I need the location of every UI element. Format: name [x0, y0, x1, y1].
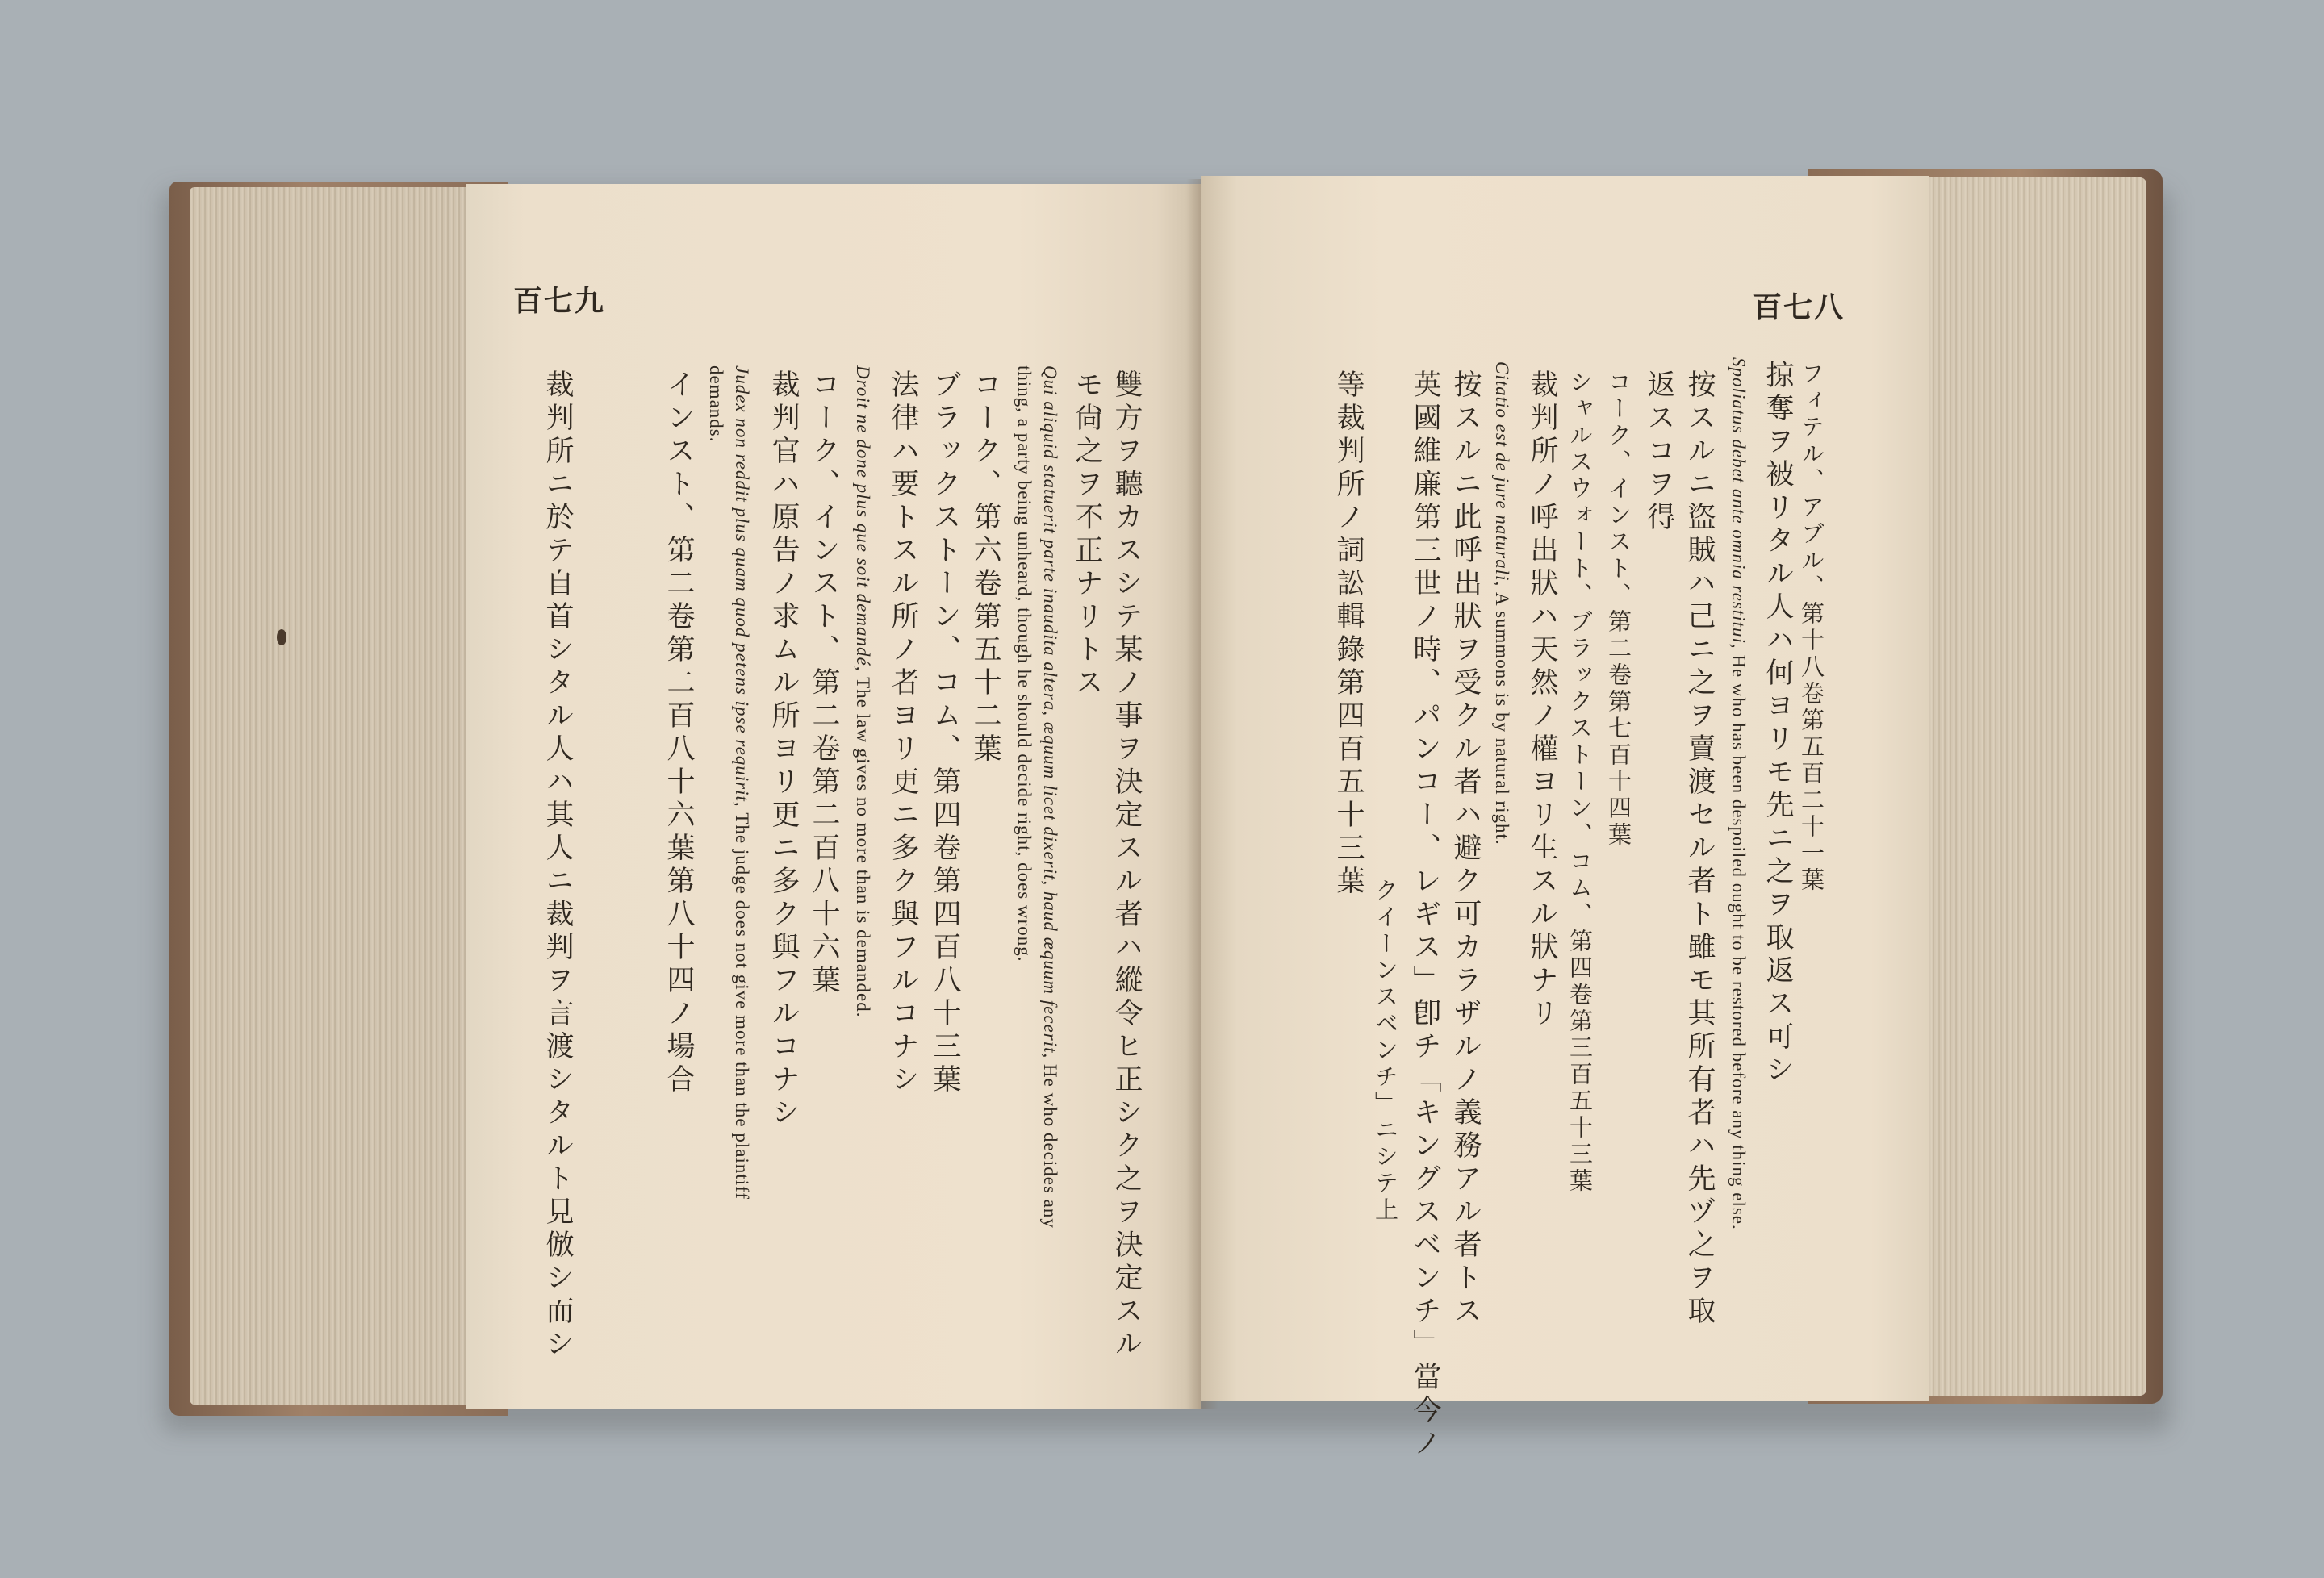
left-line-3	[1041, 365, 1060, 1229]
left-line-3-english: He who decides any	[1040, 1064, 1060, 1229]
right-line-12: クイーンスベンチ」ニシテ上	[1372, 878, 1399, 1224]
right-line-1: フィテル、アブル、第十八卷第五百二十一葉	[1798, 361, 1825, 894]
page-edges-right	[1912, 177, 2146, 1396]
left-line-1: 雙方ヲ聽カスシテ某ノ事ヲ決定スル者ハ縱令ヒ正シク之ヲ決定スル	[1110, 369, 1143, 1362]
right-line-3	[1729, 357, 1748, 1230]
right-line-8: 裁判所ノ呼出狀ハ天然ノ權ヨリ生スル狀ナリ	[1526, 369, 1558, 1031]
right-line-3-english: He who has been despoiled ought to be restored before any thing else.	[1728, 654, 1749, 1230]
right-line-9-latin: Citatio est de jure naturali,	[1492, 361, 1512, 587]
left-line-12: demands.	[706, 365, 726, 443]
left-line-3-latin: Qui aliquid statuerit parte inaudita altera, æquum licet dixerit, haud æquum fecerit,	[1040, 365, 1060, 1059]
left-page	[466, 184, 1201, 1409]
right-line-7: シャルスウォート、ブラックストーン、コム、第四卷第三百五十三葉	[1566, 369, 1594, 1195]
left-line-11	[733, 365, 751, 1200]
right-line-9-english: A summons is by natural right.	[1492, 591, 1512, 845]
right-page	[1201, 176, 1929, 1461]
left-line-13: インスト、第二卷第二百八十六葉第八十四ノ場合	[663, 369, 695, 1097]
right-page-number: 百七八	[1753, 290, 1845, 324]
page-edges-left	[190, 187, 480, 1405]
right-line-10: 按スルニ此呼出狀ヲ受クル者ハ避ク可カラザルノ義務アル者トス	[1449, 369, 1482, 1329]
right-line-3-latin: Spoliatus debet ante omnia restitui,	[1728, 357, 1749, 649]
left-line-5: コーク、第六卷第五十二葉	[969, 369, 1001, 766]
left-line-6: ブラックストーン、コム、第四卷第四百八十三葉	[929, 369, 961, 1097]
left-line-8-english: The law gives no more than is demanded.	[853, 677, 873, 1018]
right-line-13: 等裁判所ノ詞訟輯錄第四百五十三葉	[1332, 369, 1365, 899]
left-line-8-latin: Droit ne done plus que soit demandé,	[853, 365, 873, 672]
right-line-11: 英國維廉第三世ノ時、パンコー、レギス」卽チ「キングスベンチ」當今ノ	[1409, 369, 1441, 1461]
left-line-8	[854, 365, 872, 1017]
left-line-14: 裁判所ニ於テ自首シタル人ハ其人ニ裁判ヲ言渡シタルト見倣シ而シ	[541, 369, 574, 1362]
left-line-11-english: The judge does not give more than the plaintiff	[732, 812, 752, 1200]
left-line-2: モ尙之ヲ不正ナリトス	[1071, 369, 1103, 700]
ink-spot	[277, 629, 286, 645]
left-line-7: 法律ハ要トスル所ノ者ヨリ更ニ多ク與フルコナシ	[887, 369, 919, 1097]
right-line-5: 返スコヲ得	[1643, 369, 1675, 535]
right-line-4: 按スルニ盜賊ハ己ニ之ヲ賣渡セル者ト雖モ其所有者ハ先ヅ之ヲ取	[1683, 369, 1716, 1329]
right-line-9	[1493, 361, 1511, 845]
left-line-9: コーク、インスト、第二卷第二百八十六葉	[808, 369, 840, 998]
left-line-11-latin: Judex non reddit plus quam quod petens ipse requirit,	[732, 365, 752, 808]
left-page-number: 百七九	[513, 284, 606, 318]
left-line-4: thing, a party being unheard, though he should decide right, does wrong.	[1014, 365, 1035, 962]
left-line-10: 裁判官ハ原告ノ求ムル所ヨリ更ニ多ク與フルコナシ	[767, 369, 800, 1130]
right-line-6: コーク、インスト、第二卷第七百十四葉	[1605, 369, 1632, 849]
right-line-2: 掠奪ヲ被リタル人ハ何ヨリモ先ニ之ヲ取返ス可シ	[1762, 360, 1794, 1087]
